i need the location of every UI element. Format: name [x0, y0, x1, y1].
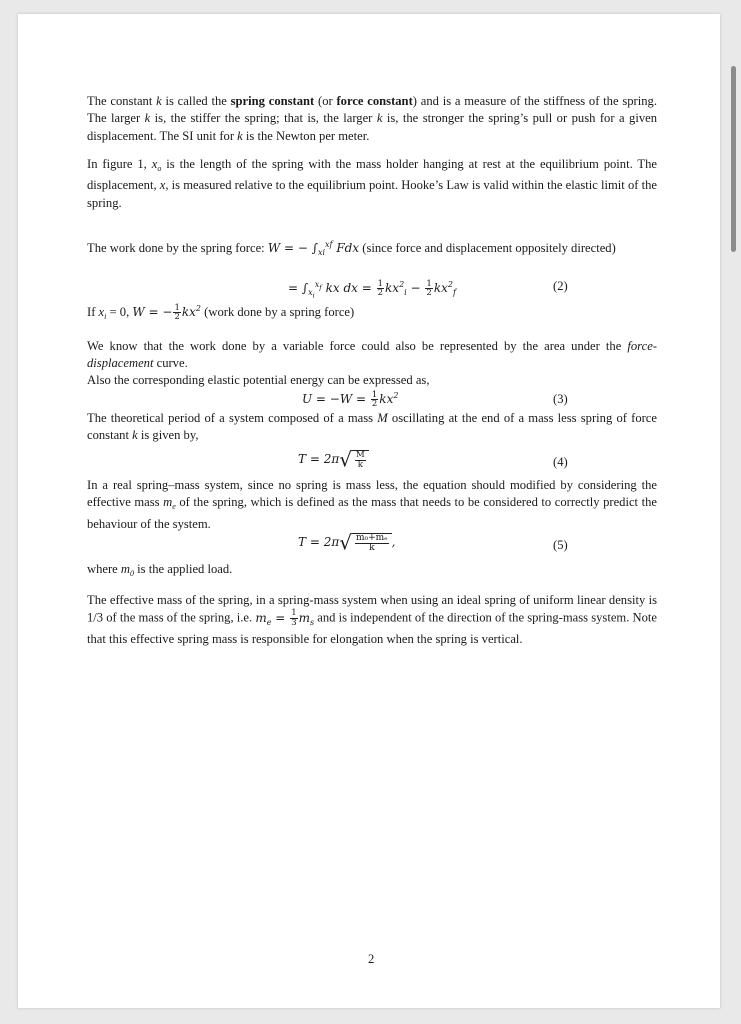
equation-2: = $\int_{x_i}^{x_f}$ kx dx = $\frac{1}{2}$ $kx^2_i$ − $\frac{1}{2}$ $kx^2_f$ [288, 278, 456, 300]
equation-5: T = 2π√ $\frac{\text{m₀+mₑ}}{k}$ , [298, 530, 396, 555]
equation-2-label: (2) [553, 279, 568, 293]
equation-4-label: (4) [553, 455, 568, 469]
paragraph-theoretical-period: The theoretical period of a system composed of a mass M oscillating at the end of a mass less spring of force constant k is given by, [87, 411, 657, 443]
equation-3-label: (3) [553, 392, 568, 406]
paragraph-elastic-energy: Also the corresponding elastic potential energy can be expressed as, [87, 373, 430, 387]
equation-3: U = −W = $\frac{1}{2}$ $kx^2$ [302, 389, 399, 409]
equation-4: T = 2π√ $\frac{M}{k}$ [298, 450, 369, 469]
paragraph-effective-mass: In a real spring–mass system, since no spring is mass less, the equation should modified by considering the effective mass $m_e$ of the spring, which is defined as the mass that needs to be considered to correctly predict the behaviour of the system. [87, 478, 657, 531]
paragraph-ideal-spring: The effective mass of the spring, in a spring-mass system when using an ideal spring of uniform linear density is 1/3 of the mass of the spring, i.e. $m_e$ = $\frac{1}{3}$ $m_s$ and is independent of the direction of the spring-mass system. Note that this effective spring mass is responsible for elongation when the spring is vertical. [87, 593, 657, 647]
paragraph-work-done: The work done by the spring force: W = − $\int_{xi}^{xf}$ Fdx (since force and displacement oppositely directed) [87, 240, 616, 257]
equation-work-xi-zero: If $x_i = 0$, W = − $\frac{1}{2}$ $kx^2$ (work done by a spring force) [87, 302, 355, 322]
paragraph-force-displacement: We know that the work done by a variable force could also be represented by the area under the force-displacement curve. [87, 339, 657, 371]
paragraph-spring-constant: The constant k is called the spring constant (or force constant) and is a measure of the stiffness of the spring. The larger k is, the stiffer the spring; that is, the larger k is, the stronger the spring’s pull or push for a given displacement. The SI unit for k is the Newton per meter. [87, 94, 658, 143]
paragraph-figure-1: In figure 1, $x_o$ is the length of the spring with the mass holder hanging at rest at the equilibrium point. The displacement, x, is measured relative to the equilibrium point. Hooke’s Law is valid within the elastic limit of the spring. [87, 157, 658, 210]
paragraph-applied-load: where $m_0$ is the applied load. [87, 562, 233, 578]
scrollbar-thumb[interactable] [731, 66, 736, 252]
page-number: 2 [368, 952, 375, 966]
equation-5-label: (5) [553, 538, 568, 552]
